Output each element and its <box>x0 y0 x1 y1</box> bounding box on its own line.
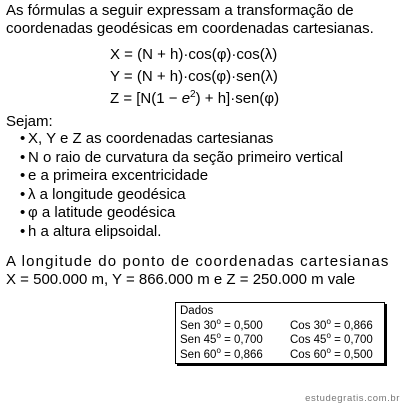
cos-cell <box>290 333 373 348</box>
sen-label: Sen 60 <box>180 348 217 361</box>
sen-cell <box>180 316 290 334</box>
formula-z-e: e <box>181 90 191 107</box>
watermark-text: estudegratis.com.br <box>305 393 400 404</box>
formula-z-prefix: Z = [N(1 − <box>110 90 182 107</box>
definition-text: φ a latitude geodésica <box>28 204 176 222</box>
list-item <box>6 223 343 242</box>
degree-sign: o <box>326 316 331 326</box>
formula-y: Y = (N + h)·cos(φ)·sen(λ) <box>110 68 278 85</box>
sen-cell <box>180 333 290 348</box>
table-row <box>180 345 380 363</box>
list-item <box>6 204 343 223</box>
dados-box <box>175 302 385 364</box>
sejam-label: Sejam: <box>6 113 53 130</box>
formula-z <box>110 88 279 110</box>
definition-text: N o raio de curvatura da seção primeiro vertical <box>28 148 344 166</box>
degree-sign: o <box>216 316 221 326</box>
degree-sign: o <box>326 331 331 341</box>
bullet-icon: • <box>20 167 26 185</box>
cos-value: = 0,866 <box>334 319 373 332</box>
cos-cell <box>290 345 373 363</box>
bullet-icon: • <box>20 130 26 147</box>
bullet-icon: • <box>20 148 26 166</box>
sen-value: = 0,866 <box>224 348 263 361</box>
cos-value: = 0,700 <box>334 334 373 346</box>
cos-label: Cos 60 <box>290 348 327 361</box>
list-item <box>6 149 343 168</box>
list-item <box>6 167 343 186</box>
question-line-2: X = 500.000 m, Y = 866.000 m e Z = 250.000 m vale <box>6 271 356 288</box>
definitions-list <box>6 130 343 242</box>
formula-x: X = (N + h)·cos(φ)·cos(λ) <box>110 46 278 63</box>
list-item <box>6 130 343 149</box>
dados-title: Dados <box>180 305 214 317</box>
bullet-icon: • <box>20 204 26 222</box>
sen-value: = 0,500 <box>224 319 263 332</box>
definition-text: λ a longitude geodésica <box>28 185 186 203</box>
sen-cell <box>180 345 290 363</box>
cos-label: Cos 30 <box>290 319 327 332</box>
bullet-icon: • <box>20 222 26 240</box>
sen-label: Sen 30 <box>180 319 217 332</box>
list-item <box>6 186 343 205</box>
formula-z-suffix: ) + h]·sen(φ) <box>195 90 280 107</box>
definition-text: e a primeira excentricidade <box>28 167 209 185</box>
table-row <box>180 333 380 348</box>
definition-text: h a altura elipsoidal. <box>28 222 162 240</box>
formulas-block <box>110 44 279 110</box>
degree-sign: o <box>216 331 221 341</box>
question-line-1: A longitude do ponto de coordenadas cartesianas <box>6 253 390 270</box>
degree-sign: o <box>216 345 221 355</box>
degree-sign: o <box>326 345 331 355</box>
cos-value: = 0,500 <box>334 348 373 361</box>
bullet-icon: • <box>20 185 26 203</box>
table-row <box>180 316 380 334</box>
question-text <box>6 253 402 289</box>
cos-label: Cos 45 <box>290 334 327 346</box>
sen-label: Sen 45 <box>180 334 217 346</box>
definition-text: X, Y e Z as coordenadas cartesianas <box>28 130 274 147</box>
intro-text: As fórmulas a seguir expressam a transformação de coordenadas geodésicas em coordenadas cartesianas. <box>6 2 374 37</box>
cos-cell <box>290 316 373 334</box>
formula-z-exponent: 2 <box>190 89 196 100</box>
sen-value: = 0,700 <box>224 334 263 346</box>
